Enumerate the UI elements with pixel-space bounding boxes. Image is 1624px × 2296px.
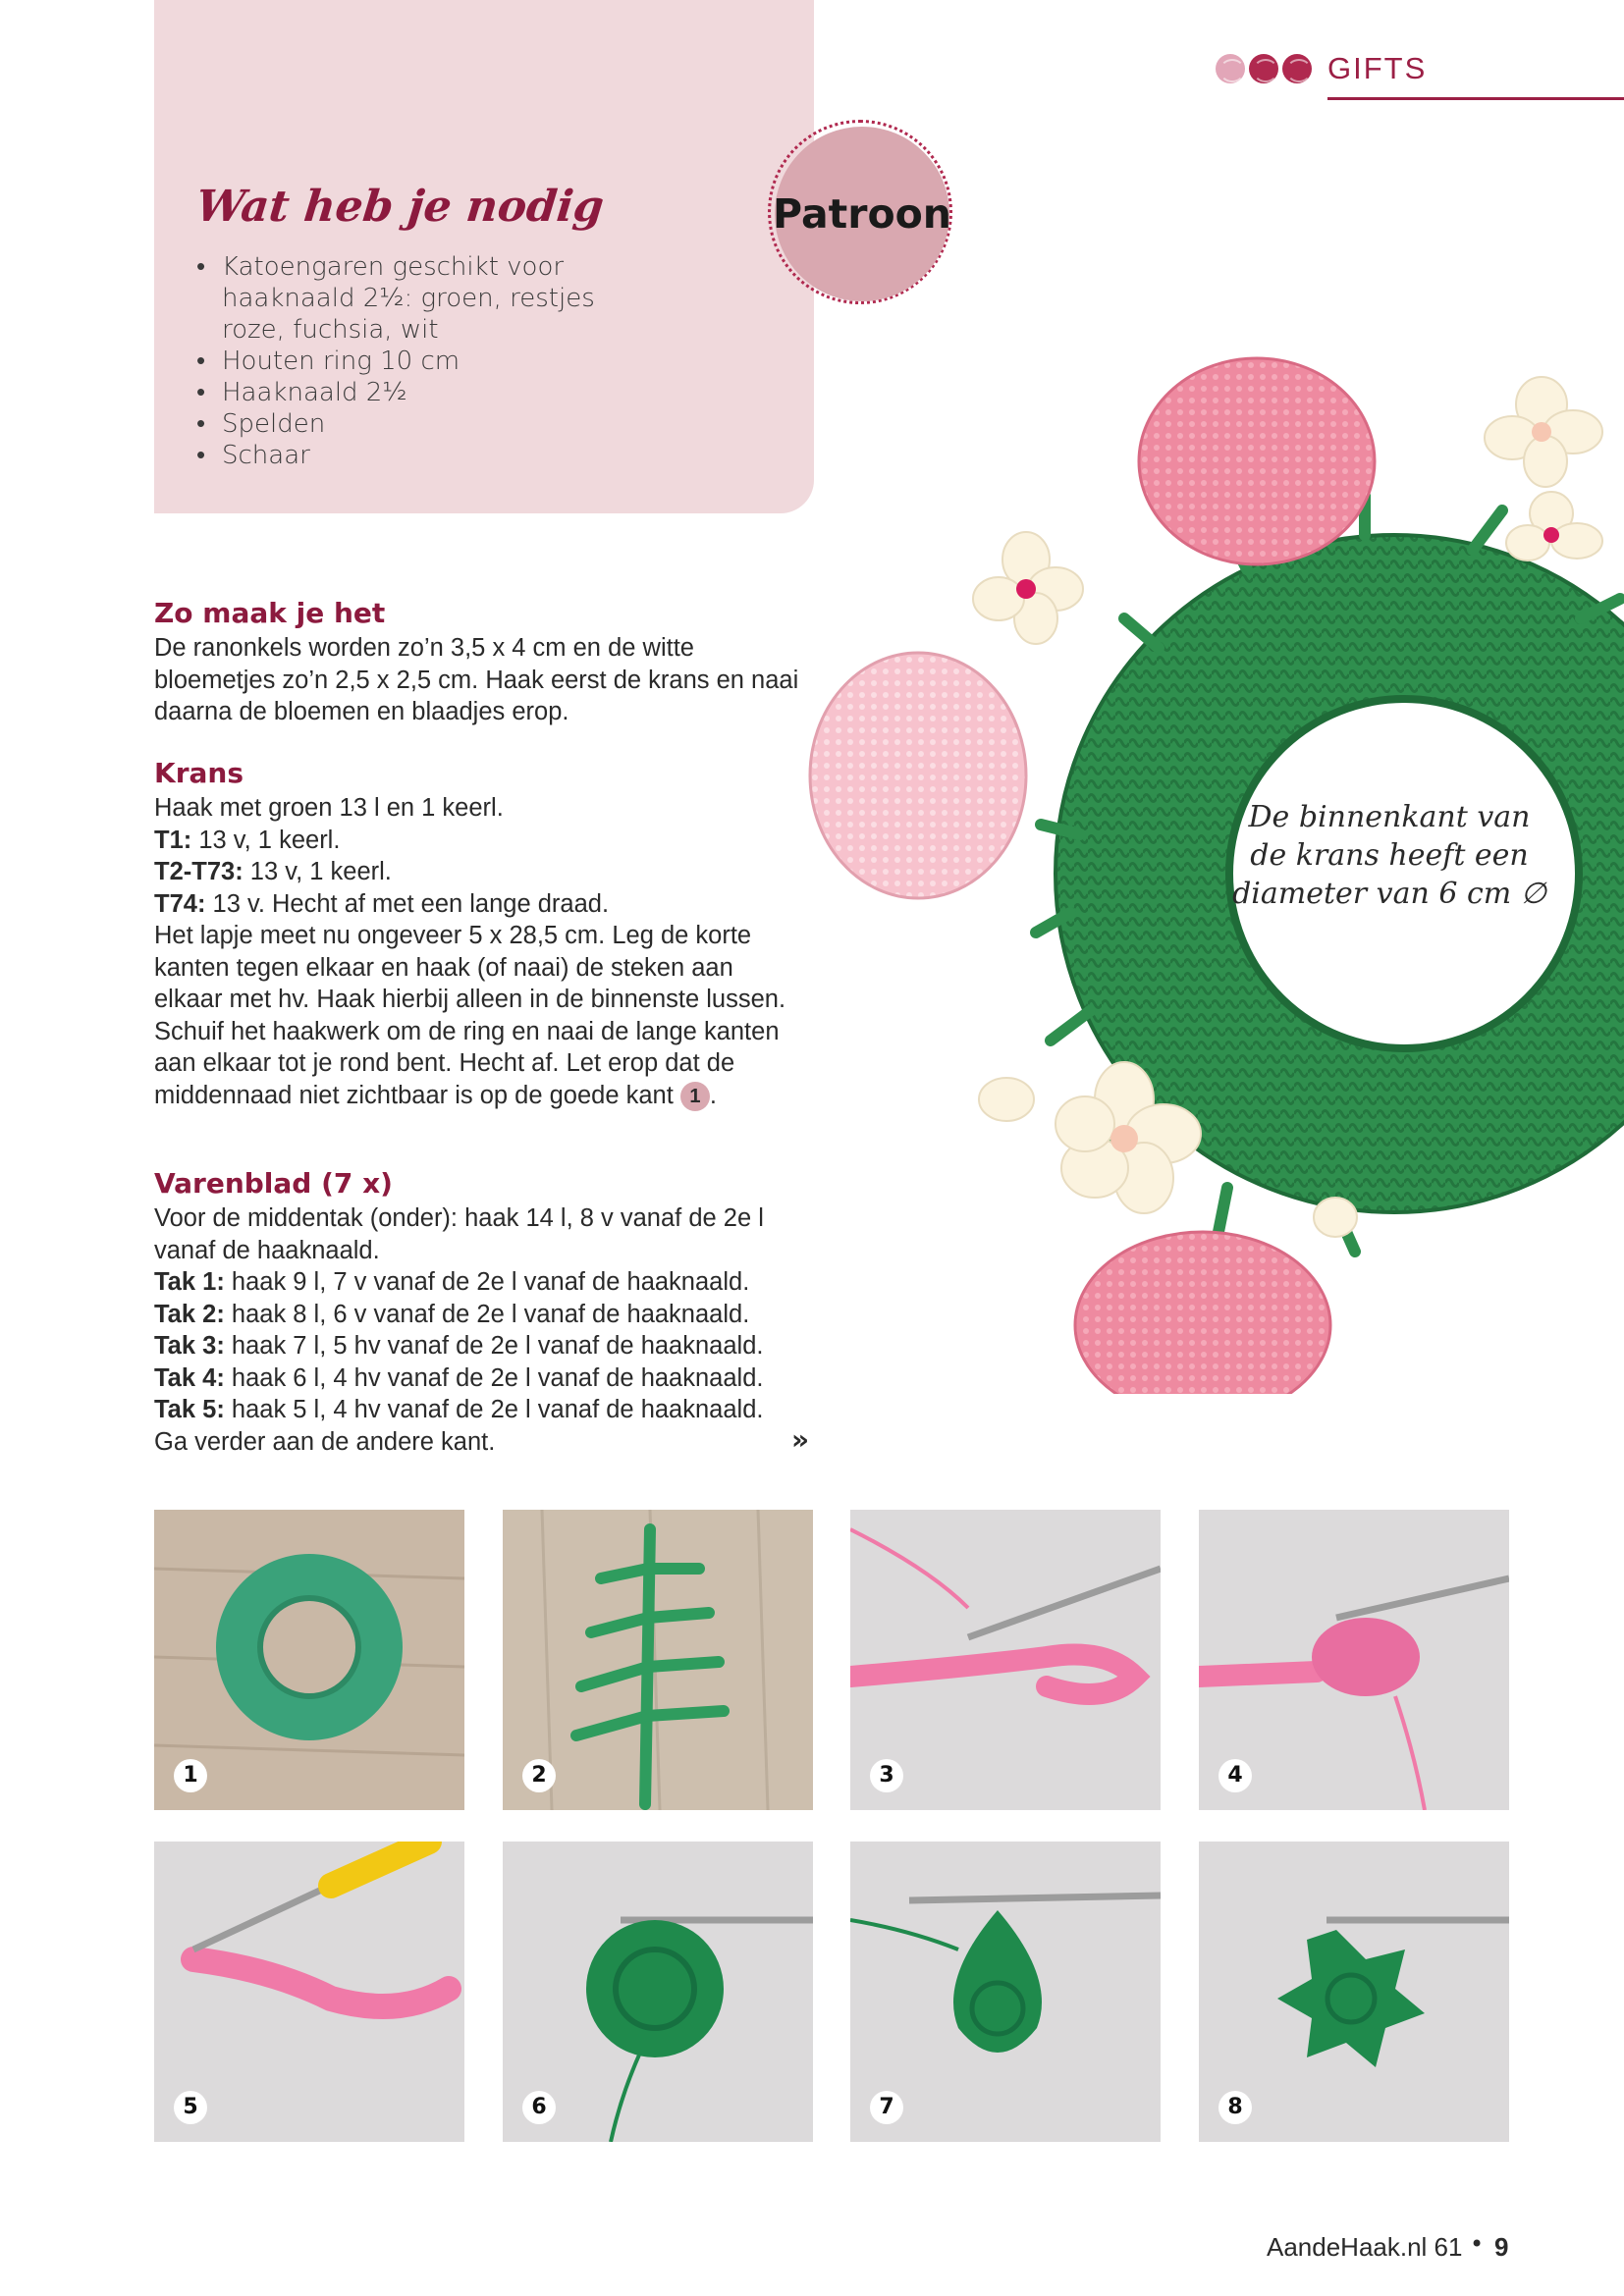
step-number: 7: [870, 2091, 903, 2124]
varenblad-heading: Varenblad (7 x): [154, 1167, 393, 1200]
photo-ref-badge: 1: [680, 1082, 710, 1111]
varenblad-line: Tak 5: haak 5 l, 4 hv vanaf de 2e l vanaf de haaknaald.: [154, 1396, 764, 1423]
footer-bullet: •: [1470, 2230, 1485, 2258]
krans-line: T1: 13 v, 1 keerl.: [154, 826, 341, 854]
step-number: 5: [174, 2091, 207, 2124]
header-rule: [1327, 97, 1624, 100]
krans-line: T74: 13 v. Hecht af met een lange draad.: [154, 889, 610, 918]
intro-heading: Zo maak je het: [154, 597, 386, 629]
step-number: 8: [1218, 2091, 1252, 2124]
krans-line: T2-T73: 13 v, 1 keerl.: [154, 858, 392, 885]
materials-item: • Houten ring 10 cm: [196, 346, 658, 377]
section-label: GIFTS: [1327, 51, 1428, 85]
step-number: 6: [522, 2091, 556, 2124]
step-photo-1: [154, 1510, 464, 1810]
page-number: 9: [1494, 2232, 1509, 2262]
yarn-balls-icon: [1216, 54, 1314, 83]
varenblad-line: Tak 1: haak 9 l, 7 v vanaf de 2e l vanaf de haaknaald.: [154, 1268, 750, 1296]
varenblad-line: Tak 2: haak 8 l, 6 v vanaf de 2e l vanaf de haaknaald.: [154, 1300, 750, 1328]
step-photo-6: [503, 1842, 813, 2142]
step-photo-5: [154, 1842, 464, 2142]
footer-site: AandeHaak.nl 61: [1267, 2232, 1463, 2262]
patroon-badge: [775, 127, 949, 301]
patroon-label: Patroon: [773, 190, 951, 238]
materials-title: Wat heb je nodig: [193, 182, 607, 232]
step-number: 4: [1218, 1759, 1252, 1792]
intro-text: De ranonkels worden zo’n 3,5 x 4 cm en de witte bloemetjes zo’n 2,5 x 2,5 cm. Haak eerst de krans en naai daarna de bloemen en blaadjes erop.: [154, 634, 799, 725]
materials-item: • Haaknaald 2½: [196, 377, 658, 408]
intro-section: [154, 596, 802, 728]
step-photo-8: [1199, 1842, 1509, 2142]
materials-item: • Spelden: [196, 408, 658, 440]
krans-section: [154, 756, 802, 1111]
step-photo-3: [850, 1510, 1161, 1810]
materials-item: • Schaar: [196, 440, 658, 471]
continue-marker: »: [791, 1423, 810, 1456]
materials-item: • Katoengaren geschikt voor haaknaald 2½: groen, restjes roze, fuchsia, wit: [196, 251, 658, 346]
krans-heading: Krans: [154, 757, 244, 789]
step-number: 1: [174, 1759, 207, 1792]
varenblad-line: Ga verder aan de andere kant.: [154, 1427, 496, 1456]
step-number: 2: [522, 1759, 556, 1792]
materials-list: [196, 251, 658, 471]
varenblad-section: [154, 1166, 802, 1458]
varenblad-line: Voor de middentak (onder): haak 14 l, 8 v vanaf de 2e l vanaf de haaknaald.: [154, 1204, 764, 1264]
step-number: 3: [870, 1759, 903, 1792]
wreath-caption: De binnenkant van de krans heeft een diameter van 6 cm ∅: [1232, 800, 1546, 911]
step-photo-4: [1199, 1510, 1509, 1810]
step-photo-2: [503, 1510, 813, 1810]
krans-line: Haak met groen 13 l en 1 keerl.: [154, 794, 504, 822]
varenblad-line: Tak 4: haak 6 l, 4 hv vanaf de 2e l vanaf de haaknaald.: [154, 1363, 764, 1392]
varenblad-line: Tak 3: haak 7 l, 5 hv vanaf de 2e l vanaf de haaknaald.: [154, 1332, 764, 1360]
step-photo-7: [850, 1842, 1161, 2142]
krans-paragraph: Het lapje meet nu ongeveer 5 x 28,5 cm. Leg de korte kanten tegen elkaar en haak (of naai) de steken aan elkaar met hv. Haak hierbij alleen in de binnenste lussen. Schuif het haakwerk om de ring en naai de lange kanten aan elkaar tot je rond bent. Hecht af. Let erop dat de middennaad niet zichtbaar is op de goede kant 1 .: [154, 920, 802, 1111]
